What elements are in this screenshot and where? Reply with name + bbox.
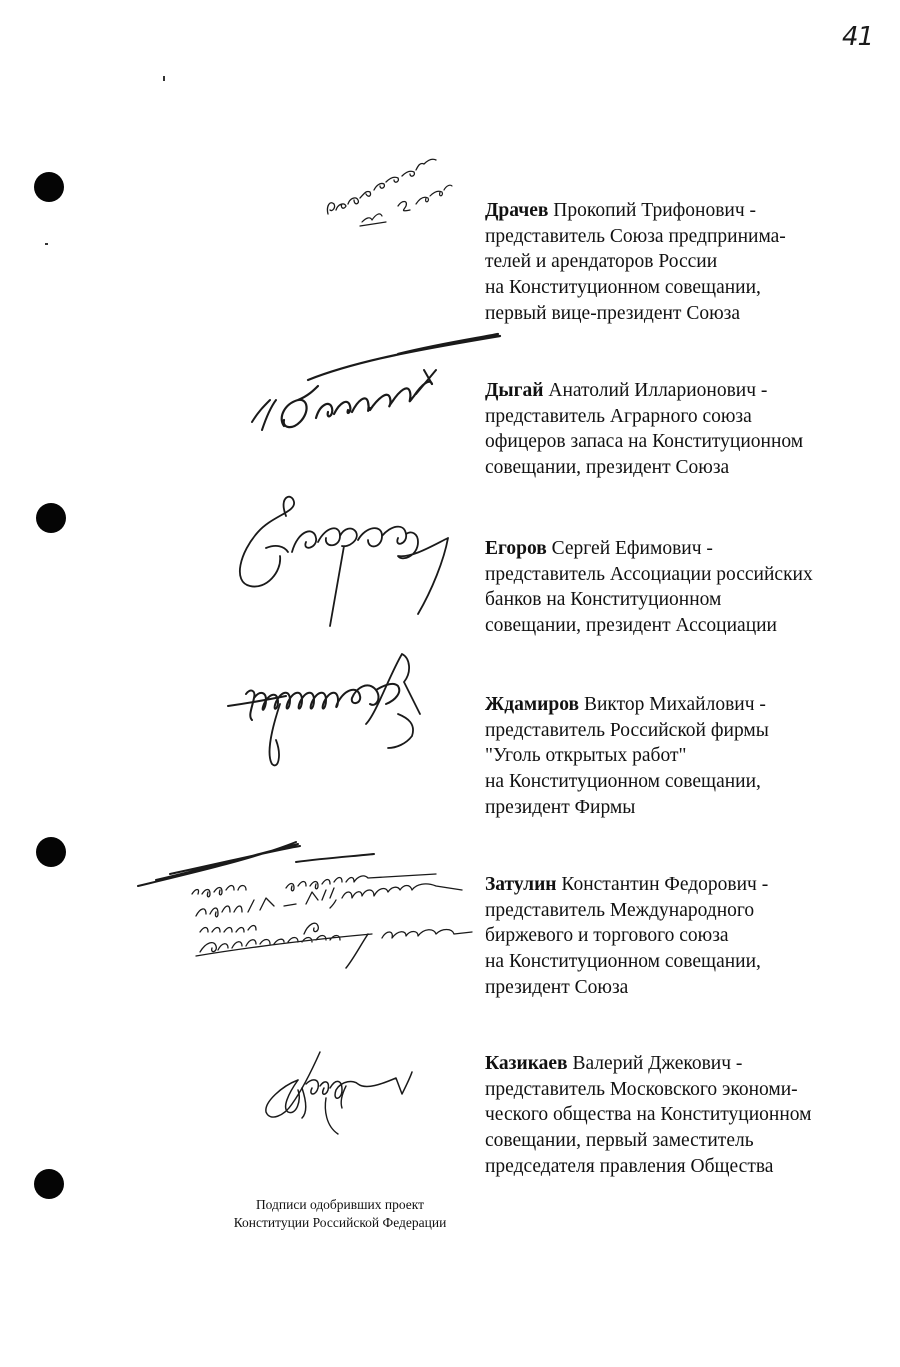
signatory-surname: Затулин: [485, 873, 557, 895]
signatory-description: представитель Российской фирмы "Уголь открытых работ" на Конституционном совещании, президент Фирмы: [485, 719, 769, 818]
signature-zhdamirov: [226, 644, 446, 774]
handwritten-note-zatulin: [136, 834, 476, 974]
signatory-surname: Казикаев: [485, 1052, 568, 1074]
signatory-description: представитель Аграрного союза офицеров запаса на Конституционном совещании, президент Союза: [485, 405, 804, 479]
signatory-entry-kazikaev: [485, 1025, 885, 1206]
scan-speck: [163, 76, 165, 81]
signatory-given-names: Сергей Ефимович -: [546, 537, 713, 559]
signatory-description: представитель Союза предпринима- телей и арендаторов России на Конституционном совещании, первый вице-президент Союза: [485, 225, 786, 324]
signatory-given-names: Валерий Джекович -: [567, 1052, 743, 1074]
signatory-given-names: Виктор Михайлович -: [579, 693, 766, 715]
signatory-given-names: Анатолий Илларионович -: [543, 379, 768, 401]
signatory-entry-egorov: [485, 510, 885, 665]
signatory-description: представитель Московского экономи- ческого общества на Конституционном совещании, первый заместитель председателя правления Общества: [485, 1078, 812, 1177]
signatory-surname: Ждамиров: [485, 693, 580, 715]
signatory-description: представитель Ассоциации российских банков на Конституционном совещании, президент Ассоциации: [485, 563, 813, 637]
signatory-entry-dygai: [485, 352, 885, 507]
signature-egorov: [222, 486, 462, 666]
punch-hole: [34, 172, 64, 202]
signatory-description: представитель Международного биржевого и торгового союза на Конституционном совещании, президент Союза: [485, 899, 761, 998]
footer-caption: Подписи одобривших проект Конституции Российской Федерации: [233, 1197, 447, 1230]
punch-hole: [36, 503, 66, 533]
signatory-surname: Егоров: [485, 537, 547, 559]
signatory-surname: Дыгай: [485, 379, 544, 401]
signatory-surname: Драчев: [485, 199, 549, 221]
punch-hole: [36, 837, 66, 867]
signatory-given-names: Прокопий Трифонович -: [548, 199, 757, 221]
signature-dygai: [248, 330, 508, 440]
handwritten-note-drachev: [320, 152, 460, 227]
signatory-entry-zhdamirov: [485, 666, 885, 847]
signatory-entry-drachev: [485, 172, 885, 353]
signatory-entry-zatulin: [485, 846, 885, 1027]
signatory-given-names: Константин Федорович -: [556, 873, 769, 895]
scan-speck: [45, 243, 48, 245]
signature-kazikaev: [262, 1050, 422, 1140]
punch-hole: [34, 1169, 64, 1199]
page-number: 41: [842, 22, 874, 52]
